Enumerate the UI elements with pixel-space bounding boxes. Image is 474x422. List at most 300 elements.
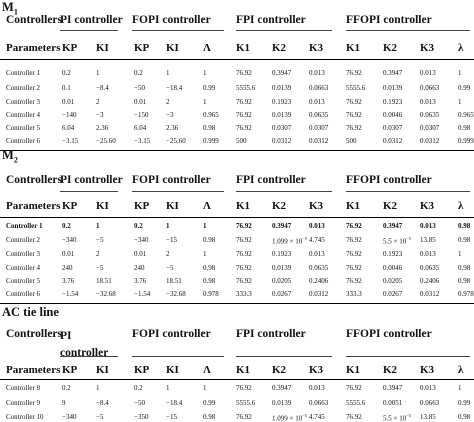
table-cell <box>346 111 362 119</box>
table-cell <box>203 264 215 272</box>
table-cell <box>272 290 291 298</box>
table-cell <box>96 222 100 230</box>
cell-text: −1.54 <box>134 290 151 298</box>
cell-text: 0.013 <box>309 250 325 258</box>
cell-text: 3.76 <box>134 277 147 285</box>
cell-text: Controller 9 <box>6 399 41 407</box>
cell-text: −350 <box>134 413 149 421</box>
cell-text: 0.98 <box>458 413 471 421</box>
table-cell <box>420 98 436 106</box>
group-header: FFOPI controller <box>346 328 432 340</box>
param-header: Λ <box>203 42 211 54</box>
cell-text: 1.099 × 10 <box>272 237 303 246</box>
table-rule <box>236 191 332 192</box>
table-cell <box>236 124 252 132</box>
table-cell <box>309 84 328 92</box>
table-cell <box>166 399 182 407</box>
cell-text: −1.54 <box>62 290 79 298</box>
table-cell <box>420 111 439 119</box>
cell-text: 6.04 <box>62 124 75 132</box>
table-cell <box>383 84 402 92</box>
cell-text: 13.85 <box>420 236 436 244</box>
table-cell <box>420 222 436 230</box>
row-label <box>6 124 40 132</box>
table-rule <box>60 191 118 192</box>
table-cell <box>383 137 402 145</box>
cell-text: 0.0139 <box>272 111 292 119</box>
table-cell <box>134 98 146 106</box>
cell-text: −5 <box>166 264 174 272</box>
table-cell <box>203 277 215 285</box>
param-header: K1 <box>346 200 361 212</box>
cell-text: 76.92 <box>236 236 252 244</box>
table-cell <box>62 290 78 298</box>
param-header: KI <box>166 200 179 212</box>
cell-text: 0.1923 <box>272 98 292 106</box>
table-cell <box>309 98 325 106</box>
row-label <box>6 264 40 272</box>
table-cell <box>346 84 365 92</box>
section-title-sub: 1 <box>13 7 18 17</box>
table-cell <box>383 250 402 258</box>
group-header: FOPI controller <box>132 174 211 186</box>
cell-text: 0.3947 <box>383 384 403 392</box>
table-rule <box>346 30 470 31</box>
param-header: KP <box>134 42 150 54</box>
cell-text: Controller 2 <box>6 236 41 244</box>
cell-text: 76.92 <box>346 413 362 421</box>
table-cell <box>203 384 207 392</box>
table-cell <box>458 384 462 392</box>
cell-text: −25.60 <box>166 137 186 145</box>
table-cell <box>383 69 402 77</box>
cell-text: 0.0205 <box>383 277 403 285</box>
row-label <box>6 222 43 230</box>
param-header: K3 <box>420 364 435 376</box>
cell-text: 0.01 <box>134 250 147 258</box>
cell-text: 0.2406 <box>309 277 329 285</box>
cell-text: 0.2 <box>134 222 143 230</box>
cell-text: 76.92 <box>346 222 362 230</box>
cell-text: 0.3947 <box>383 69 403 77</box>
cell-text: 0.98 <box>458 277 471 285</box>
param-header: Λ <box>203 364 211 376</box>
table-cell <box>166 124 178 132</box>
table-cell <box>96 399 109 407</box>
cell-text: 0.0312 <box>383 137 403 145</box>
table-cell <box>420 124 439 132</box>
table-cell <box>236 84 255 92</box>
table-cell <box>346 222 362 230</box>
table-cell <box>236 111 252 119</box>
cell-text: 0.98 <box>458 236 471 244</box>
table-cell <box>96 124 108 132</box>
cell-text: 1 <box>96 384 100 392</box>
table-cell <box>203 98 207 106</box>
row-label <box>6 250 40 258</box>
cell-text: 0.99 <box>203 399 216 407</box>
table-cell <box>134 222 143 230</box>
cell-text: 5555.6 <box>236 399 256 407</box>
table-cell <box>236 98 252 106</box>
cell-text: 0.0307 <box>272 124 292 132</box>
param-header: Λ <box>203 200 211 212</box>
table-cell <box>236 137 247 145</box>
param-header: KP <box>62 200 78 212</box>
param-header: λ <box>458 42 464 54</box>
table-cell <box>134 290 150 298</box>
table-cell <box>272 399 291 407</box>
cell-text: 1 <box>96 222 100 230</box>
cell-text: −8.4 <box>96 84 109 92</box>
cell-text: −3 <box>166 111 174 119</box>
table-cell <box>383 236 411 245</box>
table-cell <box>62 384 71 392</box>
table-cell <box>96 137 116 145</box>
cell-text: 76.92 <box>236 277 252 285</box>
cell-text: −18.4 <box>166 84 183 92</box>
cell-text: 0.98 <box>203 236 216 244</box>
table-cell <box>96 290 116 298</box>
table-cell <box>420 399 439 407</box>
cell-text: 0.0663 <box>309 84 329 92</box>
table-cell <box>346 290 362 298</box>
table-rule <box>0 303 474 304</box>
table-cell <box>134 124 146 132</box>
group-header: FPI controller <box>236 14 306 26</box>
controllers-header: Controllers <box>6 174 63 186</box>
cell-exponent: −5 <box>302 236 308 241</box>
cell-text: 76.92 <box>346 250 362 258</box>
cell-text: 0.0312 <box>420 137 440 145</box>
table-cell <box>346 236 362 244</box>
cell-text: 0.2 <box>134 69 143 77</box>
table-cell <box>62 137 78 145</box>
cell-text: 0.013 <box>309 222 325 230</box>
table-cell <box>203 290 219 298</box>
table-cell <box>166 84 182 92</box>
table-cell <box>383 264 402 272</box>
cell-text: −340 <box>134 236 149 244</box>
cell-text: 0.0267 <box>383 290 403 298</box>
cell-text: 0.0139 <box>272 84 292 92</box>
param-header: K2 <box>383 364 398 376</box>
cell-text: 0.2 <box>62 384 71 392</box>
table-cell <box>96 111 103 119</box>
table-cell <box>420 384 436 392</box>
cell-text: 0.0307 <box>383 124 403 132</box>
cell-text: 76.92 <box>346 264 362 272</box>
row-label <box>6 236 40 244</box>
param-header: K3 <box>420 42 435 54</box>
cell-text: 5.5 × 10 <box>383 237 407 246</box>
cell-text: Controller 1 <box>6 222 43 230</box>
cell-text: 0.3947 <box>383 222 403 230</box>
table-cell <box>383 399 402 407</box>
table-cell <box>134 250 146 258</box>
parameters-header: Parameters <box>6 42 61 54</box>
table-cell <box>420 137 439 145</box>
table-rule <box>346 356 470 357</box>
table-cell <box>96 384 100 392</box>
table-rule <box>132 191 224 192</box>
cell-text: 0.1923 <box>383 98 403 106</box>
cell-text: 0.013 <box>309 384 325 392</box>
table-cell <box>458 290 474 298</box>
cell-text: 0.978 <box>458 290 474 298</box>
cell-text: −25.60 <box>96 137 116 145</box>
cell-text: −5 <box>96 236 104 244</box>
cell-text: 2 <box>166 250 170 258</box>
table-cell <box>272 277 291 285</box>
table-cell <box>383 98 402 106</box>
param-header: K1 <box>346 42 361 54</box>
param-header: K2 <box>383 200 398 212</box>
cell-text: 0.3947 <box>272 69 292 77</box>
table-cell <box>309 236 325 244</box>
cell-text: 9 <box>62 399 66 407</box>
table-cell <box>166 137 186 145</box>
table-cell <box>383 124 402 132</box>
cell-text: 0.98 <box>458 222 471 230</box>
cell-text: 0.0312 <box>309 290 329 298</box>
cell-text: 0.0307 <box>420 124 440 132</box>
cell-text: 2 <box>166 98 170 106</box>
cell-text: Controller 8 <box>6 384 41 392</box>
table-cell <box>309 264 328 272</box>
table-cell <box>236 384 252 392</box>
table-cell <box>383 222 402 230</box>
table-cell <box>272 222 291 230</box>
cell-text: 2 <box>96 98 100 106</box>
table-cell <box>62 69 71 77</box>
cell-text: 0.013 <box>420 384 436 392</box>
cell-text: 1 <box>203 69 207 77</box>
cell-text: 76.92 <box>346 277 362 285</box>
cell-text: 0.0635 <box>420 111 440 119</box>
cell-text: 76.92 <box>236 222 252 230</box>
table-cell <box>203 236 215 244</box>
cell-text: −15 <box>166 413 177 421</box>
param-header: KI <box>96 364 109 376</box>
cell-text: 0.1 <box>62 84 71 92</box>
param-header: KI <box>166 42 179 54</box>
cell-text: 5555.6 <box>346 399 366 407</box>
cell-text: 1 <box>166 222 170 230</box>
table-cell <box>383 384 402 392</box>
param-header: K1 <box>236 364 251 376</box>
parameters-header: Parameters <box>6 364 61 376</box>
cell-text: −8.4 <box>96 399 109 407</box>
table-cell <box>458 98 462 106</box>
table-cell <box>309 69 325 77</box>
table-cell <box>166 69 170 77</box>
table-cell <box>62 84 71 92</box>
table-cell <box>346 137 357 145</box>
table-cell <box>458 277 470 285</box>
cell-text: Controller 3 <box>6 250 41 258</box>
table-cell <box>458 137 474 145</box>
cell-text: Controller 4 <box>6 111 41 119</box>
cell-text: 76.92 <box>236 69 252 77</box>
table-cell <box>236 399 255 407</box>
cell-text: 76.92 <box>236 250 252 258</box>
cell-text: 18.51 <box>96 277 112 285</box>
table-cell <box>309 384 325 392</box>
table-cell <box>62 236 76 244</box>
cell-text: 0.0312 <box>309 137 329 145</box>
cell-text: 0.98 <box>203 413 216 421</box>
table-cell <box>203 222 207 230</box>
table-cell <box>383 290 402 298</box>
param-header: KI <box>166 364 179 376</box>
cell-text: −32.68 <box>166 290 186 298</box>
table-cell <box>62 264 73 272</box>
param-header: K3 <box>309 200 324 212</box>
table-cell <box>203 250 207 258</box>
cell-text: −15 <box>166 236 177 244</box>
cell-text: 1 <box>166 384 170 392</box>
group-header: FOPI controller <box>132 328 211 340</box>
cell-text: 240 <box>62 264 73 272</box>
table-cell <box>166 277 182 285</box>
cell-text: 2.36 <box>96 124 109 132</box>
cell-text: 0.0046 <box>383 111 403 119</box>
cell-text: 0.965 <box>203 111 219 119</box>
table-cell <box>96 69 100 77</box>
row-label <box>6 399 40 407</box>
cell-text: 76.92 <box>346 236 362 244</box>
param-header: K2 <box>272 364 287 376</box>
table-rule <box>60 30 118 31</box>
table-cell <box>272 250 291 258</box>
table-cell <box>420 236 436 244</box>
cell-text: 0.0663 <box>420 84 440 92</box>
table-cell <box>203 137 219 145</box>
cell-text: 0.013 <box>420 69 436 77</box>
table-cell <box>166 222 170 230</box>
section-title-main: M <box>2 148 14 162</box>
table-cell <box>309 124 328 132</box>
group-header: PI controller <box>60 330 109 359</box>
cell-text: 0.1923 <box>383 250 403 258</box>
cell-text: 0.0205 <box>272 277 292 285</box>
param-header: KP <box>134 364 150 376</box>
table-cell <box>166 264 173 272</box>
table-cell <box>62 277 74 285</box>
cell-text: 0.999 <box>458 137 474 145</box>
table-cell <box>62 124 74 132</box>
cell-text: 2 <box>96 250 100 258</box>
cell-text: 0.999 <box>203 137 219 145</box>
row-label <box>6 69 40 77</box>
cell-text: 0.2 <box>134 384 143 392</box>
cell-text: 0.98 <box>203 277 216 285</box>
cell-text: 0.2 <box>62 69 71 77</box>
table-rule <box>132 30 224 31</box>
table-cell <box>458 264 470 272</box>
cell-text: 0.2 <box>62 222 71 230</box>
group-header: FOPI controller <box>132 14 211 26</box>
cell-text: 0.98 <box>203 124 216 132</box>
cell-text: 0.013 <box>420 98 436 106</box>
cell-exponent: −5 <box>302 413 308 418</box>
cell-text: 6.04 <box>134 124 147 132</box>
cell-text: 0.978 <box>203 290 219 298</box>
param-header: K3 <box>420 200 435 212</box>
group-header: FFOPI controller <box>346 174 432 186</box>
param-header: K1 <box>236 200 251 212</box>
table-cell <box>309 137 328 145</box>
cell-text: 0.01 <box>62 250 75 258</box>
table-cell <box>346 98 362 106</box>
table-cell <box>134 264 145 272</box>
cell-text: 1 <box>203 250 207 258</box>
cell-text: 0.98 <box>458 124 471 132</box>
cell-text: 76.92 <box>346 98 362 106</box>
table-cell <box>346 250 362 258</box>
cell-text: 0.0046 <box>383 264 403 272</box>
cell-text: −3 <box>96 111 104 119</box>
cell-text: −5 <box>96 413 104 421</box>
table-cell <box>134 111 148 119</box>
table-cell <box>236 264 252 272</box>
table-cell <box>346 399 365 407</box>
table-cell <box>96 84 109 92</box>
table-cell <box>272 69 291 77</box>
cell-text: Controller 6 <box>6 137 41 145</box>
cell-text: Controller 1 <box>6 69 41 77</box>
table-cell <box>134 236 148 244</box>
cell-text: 1 <box>458 384 462 392</box>
cell-text: 5555.6 <box>346 84 366 92</box>
table-cell <box>272 384 291 392</box>
table-rule <box>236 30 332 31</box>
cell-text: 4.745 <box>309 236 325 244</box>
table-cell <box>272 111 291 119</box>
cell-text: 0.0139 <box>272 264 292 272</box>
section-title <box>2 148 18 165</box>
param-header: λ <box>458 200 464 212</box>
table-rule <box>236 356 332 357</box>
param-header: K2 <box>272 42 287 54</box>
table-cell <box>166 111 173 119</box>
row-label <box>6 384 40 392</box>
cell-text: 76.92 <box>346 384 362 392</box>
table-cell <box>96 250 100 258</box>
cell-text: Controller 6 <box>6 290 41 298</box>
section-title-main: M <box>2 0 14 14</box>
cell-text: 1 <box>203 384 207 392</box>
table-cell <box>134 69 143 77</box>
cell-text: 5.5 × 10 <box>383 414 407 422</box>
cell-text: 76.92 <box>236 413 252 421</box>
table-rule <box>346 191 470 192</box>
controllers-header: Controllers <box>6 328 63 340</box>
cell-text: 0.0635 <box>420 264 440 272</box>
cell-text: Controller 10 <box>6 413 44 421</box>
cell-text: 1 <box>203 222 207 230</box>
table-cell <box>134 277 146 285</box>
param-header: K1 <box>346 364 361 376</box>
cell-text: Controller 5 <box>6 277 41 285</box>
cell-text: 0.3947 <box>272 222 292 230</box>
cell-text: −50 <box>134 84 145 92</box>
cell-text: 0.0139 <box>383 84 403 92</box>
table-cell <box>309 277 328 285</box>
cell-text: −340 <box>62 413 77 421</box>
table-cell <box>134 137 150 145</box>
